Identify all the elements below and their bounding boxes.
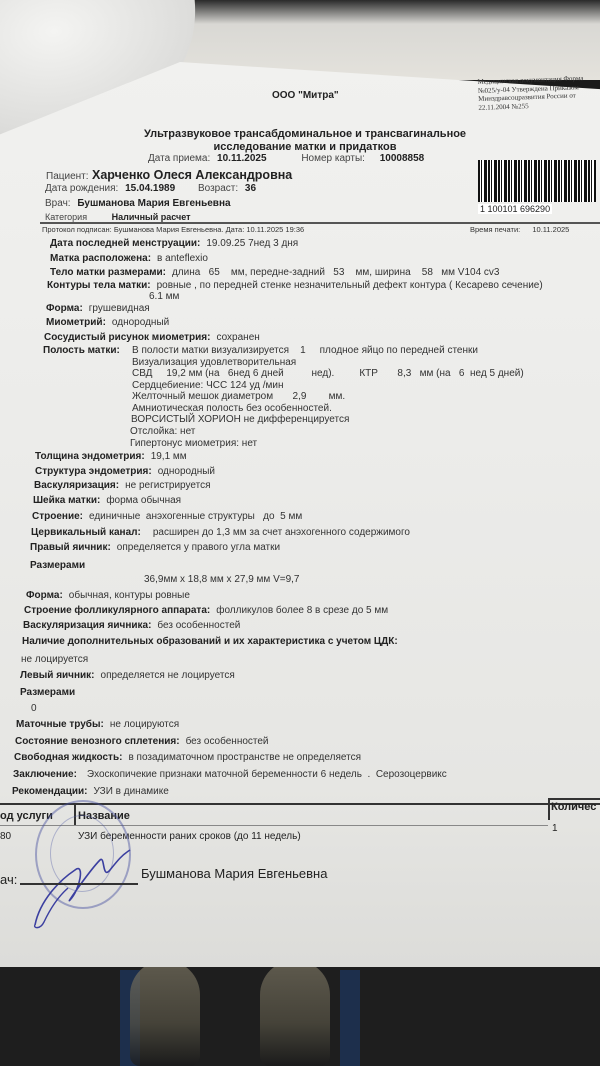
print-time-label: Время печати:: [470, 225, 521, 234]
signature-label: ач:: [0, 872, 18, 887]
contours-row: [47, 280, 543, 291]
cavity-line: Желточный мешок диаметром 2,9 мм.: [132, 391, 346, 402]
right-ovary-row: [30, 542, 280, 553]
structure-value: единичные анэхогенные структуры до 5 мм: [88, 511, 303, 522]
left-size-value: 0: [31, 703, 37, 714]
cavity-line: В полости матки визуализируется 1 плодное яйцо по передней стенки: [132, 345, 478, 356]
cavity-line: Визуализация удовлетворительная: [132, 357, 297, 368]
doctor-label: Врач:: [45, 198, 71, 209]
uterus-size-value: длина 65 мм, передне-задний 53 мм, ширина 58 мм V104 cv3: [171, 267, 500, 278]
patient-name: Харченко Олеся Александровна: [92, 168, 293, 182]
left-size-label-row: [20, 687, 75, 698]
column-header-quantity: Количес: [551, 801, 597, 813]
uterus-size-label: Тело матки размерами:: [50, 267, 166, 278]
cervix-label: Шейка матки:: [33, 495, 101, 506]
endometrium-structure-value: однородный: [157, 466, 216, 477]
cervical-canal-label: Цервикальный канал:: [31, 527, 141, 538]
vascular-row: [44, 332, 260, 343]
conclusion-value: Эхоскопичекие признаки маточной беременности 6 недель . Серозоцервикс: [86, 769, 447, 780]
cavity-line: Гипертонус миометрия: нет: [130, 438, 258, 449]
recommendations-value: УЗИ в динамике: [93, 786, 169, 797]
tubes-label: Маточные трубы:: [16, 719, 104, 730]
recommendations-label: Рекомендации:: [12, 786, 88, 797]
table-header-border: [548, 798, 600, 800]
cavity-line: ВОРСИСТЫЙ ХОРИОН не дифференцируется: [131, 414, 350, 425]
cervical-canal-row: [31, 527, 410, 538]
recommendations-row: [12, 786, 169, 797]
card-number: 10008858: [379, 153, 425, 164]
background-shoe: [130, 960, 200, 1066]
contours-value: ровные , по передней стенке незначительный дефект контура ( Кесарево сечение): [156, 280, 543, 291]
tubes-row: [16, 719, 179, 730]
patient-label: Пациент:: [46, 171, 89, 182]
shape-value: грушевидная: [88, 303, 150, 314]
free-fluid-value: в позадиматочном пространстве не определяется: [128, 752, 361, 763]
shape-label: Форма:: [46, 303, 83, 314]
cavity-line: Сердцебиение: ЧСС 124 уд /мин: [132, 380, 284, 391]
right-size-label: Размерами: [30, 560, 86, 571]
endometrium-structure-row: [35, 466, 215, 477]
conclusion-label: Заключение:: [13, 769, 77, 780]
cavity-label-row: [43, 345, 120, 356]
ovary-shape-value: обычная, контуры ровные: [68, 590, 190, 601]
cavity-line: Амниотическая полость без особенностей.: [132, 403, 332, 414]
uterus-position-row: [50, 253, 208, 264]
left-ovary-row: [20, 670, 235, 681]
lmp-label: Дата последней менструации:: [50, 238, 201, 249]
ovary-vasc-label: Васкуляризация яичника:: [23, 620, 152, 631]
additional-value: не лоцируется: [21, 654, 89, 665]
follicular-label: Строение фолликулярного аппарата:: [24, 605, 211, 616]
signature-line: [20, 883, 138, 885]
venous-label: Состояние венозного сплетения:: [15, 736, 180, 747]
follicular-value: фолликулов более 8 в срезе до 5 мм: [216, 605, 389, 616]
form-note: Медицинская документация Форма №025/у-04 Утверждена Приказом Минздравсоцразвития России от 22.11.2004 №255: [477, 74, 584, 112]
endometrium-thickness-row: [35, 451, 187, 462]
contours-value-2: 6.1 мм: [149, 291, 180, 302]
myometrium-label: Миометрий:: [46, 317, 106, 328]
free-fluid-row: [14, 752, 361, 763]
category-line: [45, 212, 191, 222]
additional-label: Наличие дополнительных образований и их характеристика с учетом ЦДК:: [22, 636, 398, 647]
dob: 15.04.1989: [125, 183, 176, 194]
left-size-label: Размерами: [20, 687, 76, 698]
cervical-canal-value: расширен до 1,3 мм за счет анэхогенного содержимого: [152, 527, 410, 538]
column-header-name: Название: [78, 810, 130, 822]
barcode: [478, 160, 596, 202]
table-column-divider: [548, 798, 550, 820]
cervix-value: форма обычная: [106, 495, 182, 506]
left-ovary-label: Левый яичник:: [20, 670, 95, 681]
right-size-value: 36,9мм х 18,8 мм х 27,9 мм V=9,7: [144, 574, 300, 585]
barcode-number: 1 100101 696290: [480, 204, 551, 214]
right-ovary-value: определяется у правого угла матки: [116, 542, 281, 553]
ovary-shape-label: Форма:: [26, 590, 63, 601]
lmp-value: 19.09.25 7нед 3 дня: [206, 238, 299, 249]
follicular-row: [24, 605, 388, 616]
structure-label: Строение:: [32, 511, 83, 522]
category: Наличный расчет: [111, 212, 191, 222]
visit-info: [148, 153, 424, 164]
ovary-shape-row: [26, 590, 190, 601]
cavity-line: Отслойка: нет: [130, 426, 196, 437]
right-ovary-label: Правый яичник:: [30, 542, 111, 553]
cavity-label: Полость матки:: [43, 345, 120, 356]
free-fluid-label: Свободная жидкость:: [14, 752, 123, 763]
visit-date-label: Дата приема:: [148, 153, 211, 164]
title-line-1: Ультразвуковое трансабдоминальное и трансвагинальное: [143, 128, 467, 140]
dob-label: Дата рождения:: [45, 183, 119, 194]
endometrium-thickness-value: 19,1 мм: [150, 451, 187, 462]
organization-name: ООО "Митра": [272, 90, 339, 101]
structure-row: [32, 511, 302, 522]
header-divider: [40, 222, 600, 224]
age-label: Возраст:: [197, 183, 239, 194]
myometrium-row: [46, 317, 169, 328]
vascular-label: Сосудистый рисунок миометрия:: [44, 332, 211, 343]
print-time: [470, 225, 569, 234]
dob-line: [45, 183, 256, 194]
background-floor-detail: [340, 970, 360, 1066]
protocol-signed: Протокол подписан: Бушманова Мария Евгеньевна. Дата: 10.11.2025 19:36: [42, 225, 305, 234]
visit-date: 10.11.2025: [217, 153, 267, 164]
cervix-row: [33, 495, 181, 506]
vascularization-label: Васкуляризация:: [34, 480, 120, 491]
cavity-line: СВД 19,2 мм (на 6нед 6 дней нед). КТР 8,3 мм (на 6 нед 5 дней): [132, 368, 524, 379]
card-number-label: Номер карты:: [301, 153, 365, 164]
uterus-position-value: в anteflexio: [157, 253, 208, 264]
signatory-name: Бушманова Мария Евгеньевна: [141, 866, 328, 881]
service-quantity: 1: [552, 823, 558, 834]
right-size-label-row: [30, 560, 85, 571]
print-time-value: 10.11.2025: [532, 225, 570, 234]
uterus-size-row: [50, 267, 500, 278]
uterus-position-label: Матка расположена:: [50, 253, 152, 264]
vascular-value: сохранен: [216, 332, 260, 343]
title-line-2: исследование матки и придатков: [213, 141, 397, 153]
left-ovary-value: определяется не лоцируется: [100, 670, 235, 681]
contours-label: Контуры тела матки:: [47, 280, 151, 291]
vascularization-value: не регистрируется: [125, 480, 211, 491]
vascularization-row: [34, 480, 211, 491]
patient-line: [46, 168, 292, 182]
myometrium-value: однородный: [111, 317, 170, 328]
additional-row: [22, 636, 398, 647]
ovary-vasc-row: [23, 620, 240, 631]
endometrium-structure-label: Структура эндометрия:: [35, 466, 152, 477]
conclusion-row: [13, 769, 447, 780]
age: 36: [244, 183, 257, 194]
document-title: [115, 128, 495, 154]
service-code: 80: [0, 831, 12, 842]
lmp-row: [50, 238, 298, 249]
venous-row: [15, 736, 269, 747]
doctor-line: [45, 198, 231, 209]
service-name: УЗИ беременности раних сроков (до 11 недель): [78, 831, 301, 842]
category-label: Категория: [45, 212, 88, 222]
doctor-name: Бушманова Мария Евгеньевна: [77, 198, 231, 209]
venous-value: без особенностей: [185, 736, 269, 747]
background-shoe: [260, 960, 330, 1066]
ovary-vasc-value: без особенностей: [157, 620, 241, 631]
endometrium-thickness-label: Толщина эндометрия:: [35, 451, 145, 462]
tubes-value: не лоцируются: [109, 719, 180, 730]
shape-row: [46, 303, 150, 314]
column-header-code: од услуги: [0, 810, 53, 822]
handwritten-signature-icon: [30, 840, 140, 930]
